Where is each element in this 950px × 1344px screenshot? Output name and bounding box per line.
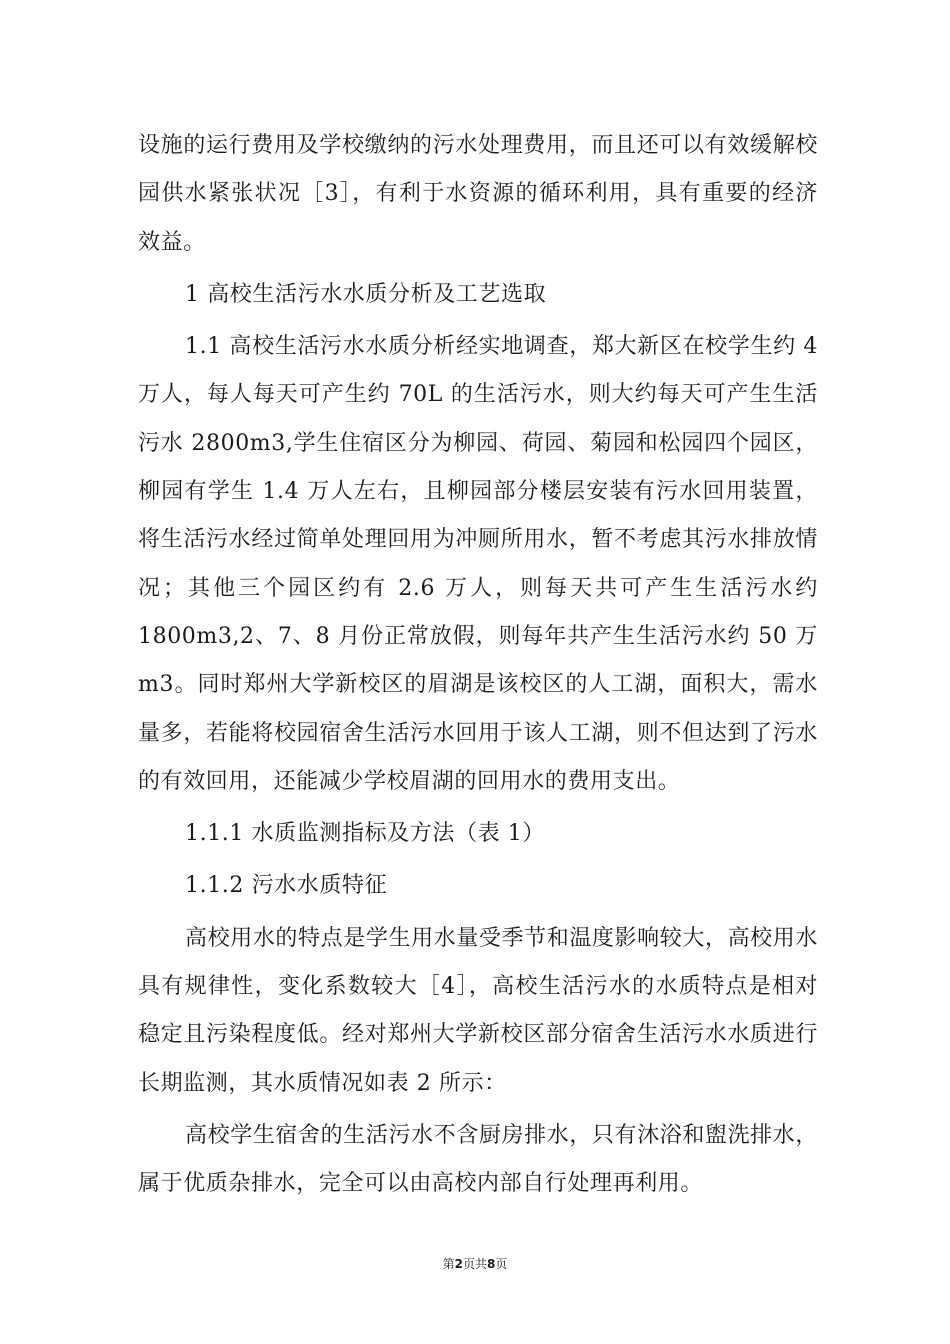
page-footer xyxy=(0,1256,950,1272)
footer-prefix: 第 xyxy=(442,1257,455,1271)
paragraph-water-characteristics: 高校用水的特点是学生用水量受季节和温度影响较大，高校用水具有规律性，变化系数较大［4］，高校生活污水的水质特点是相对稳定且污染程度低。经对郑州大学新校区部分宿舍生活污水水质进行长期监测，其水质情况如表 2 所示： xyxy=(138,925,818,1096)
paragraph-continuation: 设施的运行费用及学校缴纳的污水处理费用，而且还可以有效缓解校园供水紧张状况［3］，有利于水资源的循环利用，具有重要的经济效益。 xyxy=(138,133,818,255)
footer-middle: 页共 xyxy=(462,1257,487,1271)
document-body xyxy=(138,122,818,1213)
footer-suffix: 页 xyxy=(495,1257,508,1271)
section-heading-1-1-1: 1.1.1 水质监测指标及方法（表 1） xyxy=(185,821,545,847)
paragraph-dormitory-sewage: 高校学生宿舍的生活污水不含厨房排水，只有沐浴和盥洗排水，属于优质杂排水，完全可以由高校内部自行处理再利用。 xyxy=(138,1122,818,1197)
footer-current-page: 2 xyxy=(454,1257,463,1271)
section-heading-1-1-2: 1.1.2 污水水质特征 xyxy=(185,873,388,899)
section-heading-1: 1 高校生活污水水质分析及工艺选取 xyxy=(185,281,547,307)
paragraph-water-quality-analysis: 1.1 高校生活污水水质分析经实地调查，郑大新区在校学生约 4 万人，每人每天可产生约 70L 的生活污水，则大约每天可产生生活污水 2800m3,学生住宿区分为柳园、荷园、菊园和松园四个园区，柳园有学生 1.4 万人左右，且柳园部分楼层安装有污水回用装置，将生活污水经过简单处理回用为冲厕所用水，暂不考虑其污水排放情况；其他三个园区约有 2.6 万人，则每天共可产生生活污水约 1800m3,2、7、8 月份正常放假，则每年共产生生活污水约 50 万 m3。同时郑州大学新校区的眉湖是该校区的人工湖，面积大，需水量多，若能将校园宿舍生活污水回用于该人工湖，则不但达到了污水的有效回用，还能减少学校眉湖的回用水的费用支出。 xyxy=(138,334,818,794)
footer-total-pages: 8 xyxy=(487,1257,496,1271)
